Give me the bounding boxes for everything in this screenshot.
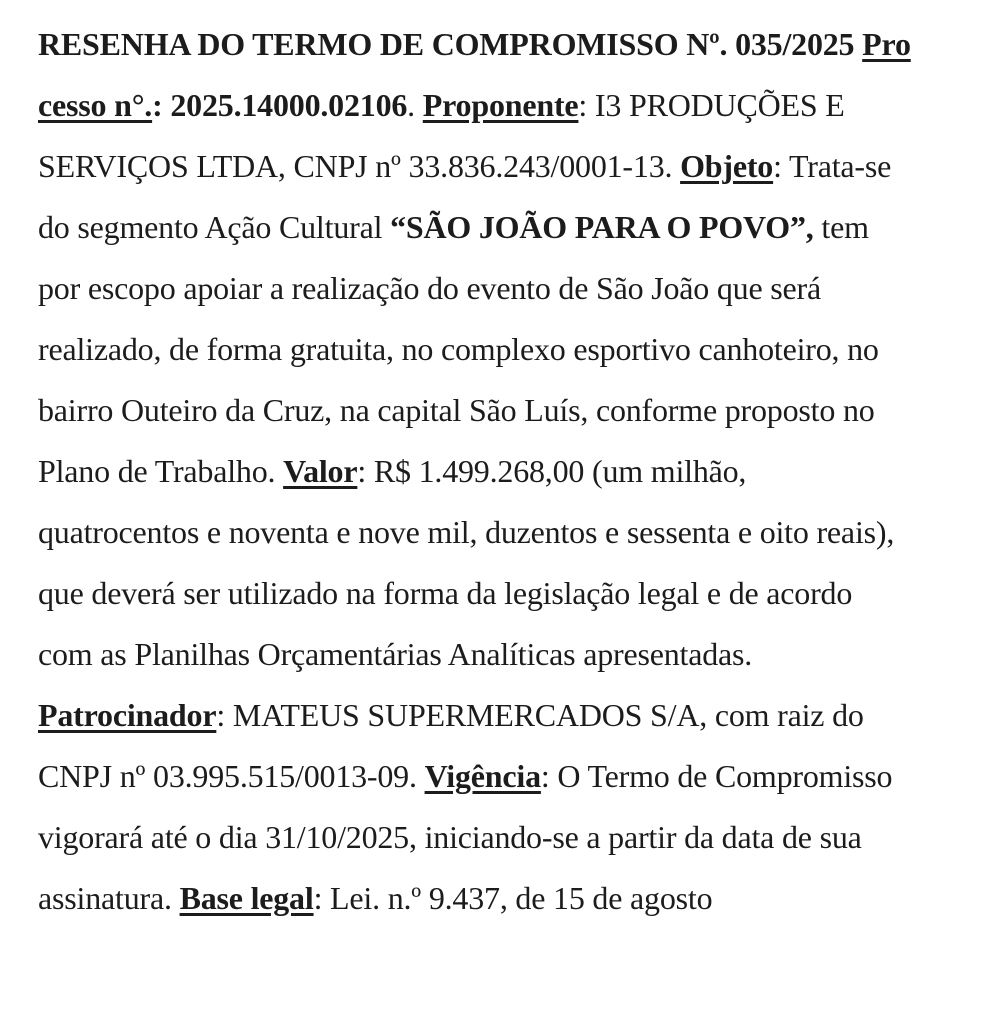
bold-text: “SÃO JOÃO PARA O POVO”, [390,209,814,245]
body-text: que deverá ser utilizado na forma da legislação legal e de acordo [38,575,853,611]
body-text: realizado, de forma gratuita, no complexo esportivo canhoteiro, no [38,331,879,367]
body-text: bairro Outeiro da Cruz, na capital São Luís, conforme proposto no [38,392,875,428]
text-line [38,136,972,197]
underlined-term: Patrocinador [38,697,217,733]
body-text: : I3 PRODUÇÕES E [578,87,845,123]
text-line [38,380,972,441]
bold-text: : 2025.14000.02106 [152,87,408,123]
underlined-term: Valor [283,453,358,489]
body-text: : MATEUS SUPERMERCADOS S/A, com raiz do [216,697,864,733]
text-line [38,502,972,563]
text-line [38,685,972,746]
text-line [38,807,972,868]
text-line [38,197,972,258]
body-text: : O Termo de Compromisso [540,758,893,794]
text-line [38,563,972,624]
body-text: com as Planilhas Orçamentárias Analíticas apresentadas. [38,636,753,672]
underlined-term: Objeto [680,148,774,184]
underlined-term: Base legal [179,880,314,916]
body-text: do segmento Ação Cultural [38,209,391,245]
body-text: : Lei. n.º 9.437, de 15 de agosto [313,880,713,916]
bold-text: RESENHA DO TERMO DE COMPROMISSO Nº. 035/2025 [38,26,863,62]
body-text: assinatura. [38,880,180,916]
body-text: vigorará até o dia 31/10/2025, iniciando-se a partir da data de sua [38,819,862,855]
text-line [38,624,972,685]
body-text: : R$ 1.499.268,00 (um milhão, [357,453,747,489]
body-text: tem [813,209,869,245]
body-text: SERVIÇOS LTDA, CNPJ nº 33.836.243/0001-13. [38,148,681,184]
body-text: quatrocentos e noventa e nove mil, duzentos e sessenta e oito reais), [38,514,895,550]
body-text: Plano de Trabalho. [38,453,284,489]
body-text: por escopo apoiar a realização do evento de São João que será [38,270,822,306]
underlined-term: Pro [862,26,911,62]
underlined-term: Proponente [422,87,579,123]
text-line [38,75,972,136]
body-text: CNPJ nº 03.995.515/0013-09. [38,758,425,794]
text-line [38,319,972,380]
body-text: : Trata-se [773,148,892,184]
underlined-term: cesso n°. [38,87,153,123]
body-text: . [407,87,423,123]
text-line [38,441,972,502]
text-line [38,746,972,807]
underlined-term: Vigência [424,758,541,794]
text-line [38,14,972,75]
text-line [38,258,972,319]
text-line [38,868,972,929]
